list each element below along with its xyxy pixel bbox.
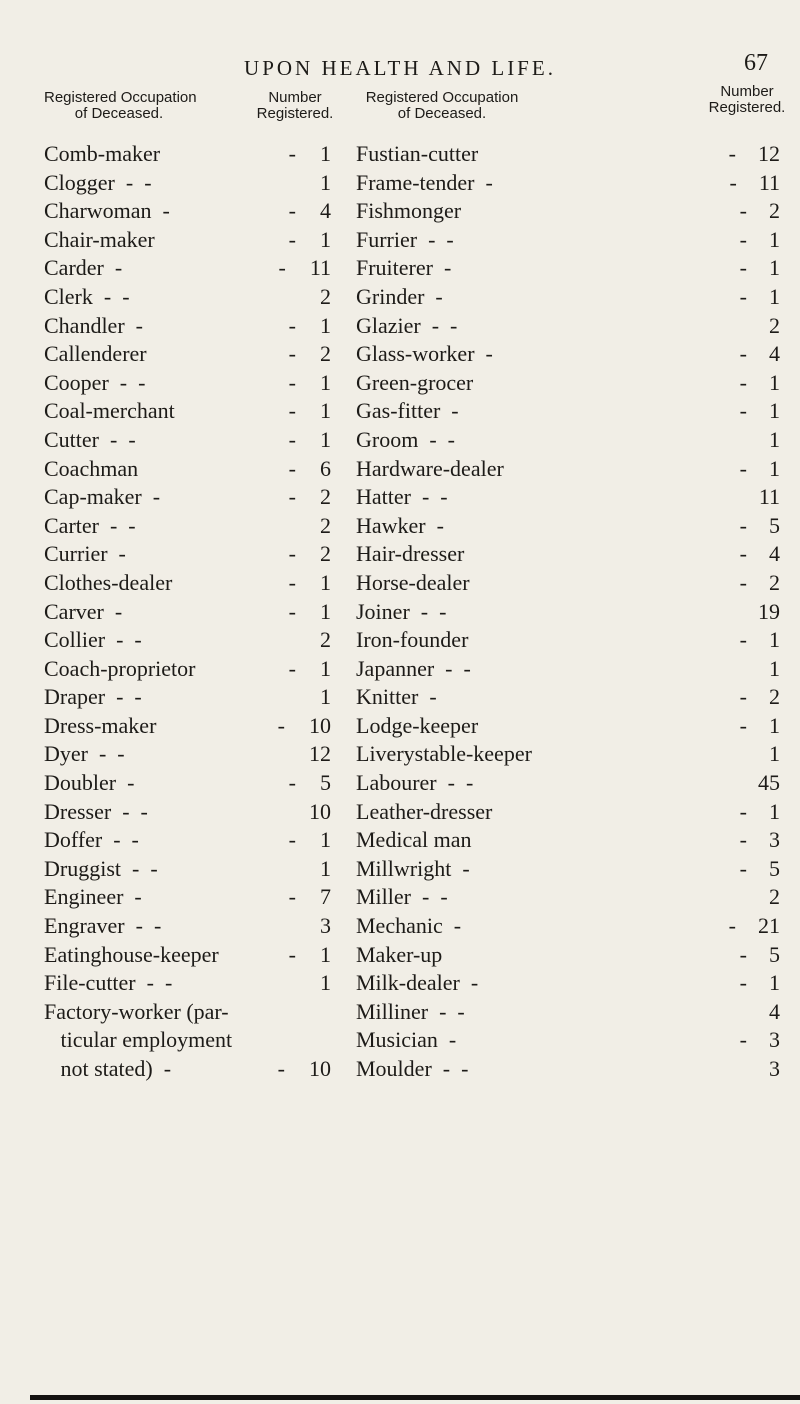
left-occupation: Carter - - bbox=[44, 512, 136, 538]
table-row bbox=[0, 169, 800, 198]
left-occupation: ticular employment bbox=[44, 1027, 233, 1053]
left-number bbox=[250, 140, 331, 168]
right-occupation: Liverystable-keeper bbox=[356, 741, 532, 767]
leader-dash: - bbox=[739, 455, 747, 481]
table-row bbox=[0, 483, 800, 512]
left-count: 3 bbox=[320, 913, 331, 939]
left-count: 1 bbox=[320, 598, 331, 624]
right-number bbox=[700, 941, 780, 969]
right-count: 4 bbox=[769, 541, 780, 567]
left-count: 2 bbox=[320, 484, 331, 510]
left-occupation: Coal-merchant bbox=[44, 398, 175, 424]
right-number bbox=[700, 483, 780, 511]
right-number bbox=[700, 740, 780, 768]
left-occupation: Collier - - bbox=[44, 627, 142, 653]
right-number bbox=[700, 969, 780, 997]
left-count: 1 bbox=[320, 312, 331, 338]
left-occupation: Callenderer bbox=[44, 341, 147, 367]
left-occupation: Engraver - - bbox=[44, 913, 162, 939]
right-count: 4 bbox=[769, 998, 780, 1024]
left-occupation: Coachman bbox=[44, 455, 139, 481]
left-occupation: Comb-maker bbox=[44, 141, 161, 166]
leader-dash: - bbox=[739, 855, 747, 881]
left-count: 1 bbox=[320, 141, 331, 166]
table-row bbox=[0, 969, 800, 998]
table-row bbox=[0, 397, 800, 426]
left-occupation: not stated) - bbox=[44, 1056, 172, 1081]
right-occupation: Musician - bbox=[356, 1027, 457, 1053]
right-number bbox=[700, 569, 780, 597]
right-number bbox=[700, 340, 780, 368]
left-number bbox=[250, 1026, 331, 1054]
left-occupation: Dress-maker bbox=[44, 712, 157, 738]
leader-dash: - bbox=[288, 226, 296, 252]
left-occupation: Doffer - - bbox=[44, 827, 139, 853]
header-left-occupation: Registered Occupation of Deceased. bbox=[44, 89, 197, 122]
table-row bbox=[0, 312, 800, 341]
right-count: 1 bbox=[769, 712, 780, 738]
left-number bbox=[250, 569, 331, 597]
leader-dash: - bbox=[739, 627, 747, 653]
leader-dash: - bbox=[288, 312, 296, 338]
right-occupation: Leather-dresser bbox=[356, 798, 493, 824]
leader-dash: - bbox=[288, 770, 296, 796]
left-occupation: Dresser - - bbox=[44, 798, 148, 824]
left-count: 1 bbox=[320, 941, 331, 967]
right-occupation: Japanner - - bbox=[356, 655, 471, 681]
right-number bbox=[700, 397, 780, 425]
right-occupation: Hair-dresser bbox=[356, 541, 465, 567]
left-count: 2 bbox=[320, 627, 331, 653]
leader-dash: - bbox=[739, 684, 747, 710]
bottom-rule bbox=[30, 1395, 800, 1400]
left-number bbox=[250, 254, 331, 282]
table-row bbox=[0, 998, 800, 1027]
left-number bbox=[250, 598, 331, 626]
table-row bbox=[0, 197, 800, 226]
left-count: 10 bbox=[309, 798, 331, 824]
right-count: 11 bbox=[758, 484, 780, 510]
left-count: 1 bbox=[320, 655, 331, 681]
right-number bbox=[700, 712, 780, 740]
right-count: 12 bbox=[758, 141, 780, 166]
left-occupation: Currier - bbox=[44, 541, 126, 567]
right-occupation: Fruiterer - bbox=[356, 255, 452, 281]
left-count: 2 bbox=[320, 512, 331, 538]
right-number bbox=[700, 998, 780, 1026]
right-count: 1 bbox=[769, 970, 780, 996]
right-occupation: Glass-worker - bbox=[356, 341, 493, 367]
left-number bbox=[250, 169, 331, 197]
left-count: 1 bbox=[320, 855, 331, 881]
leader-dash: - bbox=[288, 369, 296, 395]
leader-dash: - bbox=[739, 970, 747, 996]
left-number bbox=[250, 540, 331, 568]
right-number bbox=[700, 769, 780, 797]
right-number bbox=[700, 455, 780, 483]
right-count: 45 bbox=[758, 770, 780, 796]
right-count: 2 bbox=[769, 884, 780, 910]
left-occupation: Charwoman - bbox=[44, 198, 170, 224]
table-row bbox=[0, 369, 800, 398]
right-occupation: Miller - - bbox=[356, 884, 448, 910]
table-row bbox=[0, 540, 800, 569]
leader-dash: - bbox=[288, 141, 296, 166]
right-number bbox=[700, 883, 780, 911]
right-count: 5 bbox=[769, 855, 780, 881]
table-row bbox=[0, 1055, 800, 1084]
right-count: 1 bbox=[769, 398, 780, 424]
table-row bbox=[0, 226, 800, 255]
table-row bbox=[0, 769, 800, 798]
right-number bbox=[700, 598, 780, 626]
leader-dash: - bbox=[288, 884, 296, 910]
right-count: 1 bbox=[769, 226, 780, 252]
right-occupation: Maker-up bbox=[356, 941, 443, 967]
left-occupation: Clogger - - bbox=[44, 169, 152, 195]
leader-dash: - bbox=[278, 255, 286, 281]
right-occupation: Moulder - - bbox=[356, 1056, 469, 1081]
right-count: 3 bbox=[769, 1056, 780, 1081]
leader-dash: - bbox=[739, 512, 747, 538]
header-right-number: Number Registered. bbox=[708, 83, 786, 116]
right-count: 2 bbox=[769, 312, 780, 338]
left-count: 1 bbox=[320, 827, 331, 853]
left-occupation: Engineer - bbox=[44, 884, 142, 910]
right-count: 2 bbox=[769, 684, 780, 710]
left-occupation: Cutter - - bbox=[44, 426, 136, 452]
left-number bbox=[250, 912, 331, 940]
leader-dash: - bbox=[728, 913, 736, 939]
leader-dash: - bbox=[739, 341, 747, 367]
leader-dash: - bbox=[277, 1056, 285, 1081]
right-count: 1 bbox=[769, 741, 780, 767]
left-count: 6 bbox=[320, 455, 331, 481]
leader-dash: - bbox=[739, 1027, 747, 1053]
table-row bbox=[0, 569, 800, 598]
right-occupation: Fustian-cutter bbox=[356, 141, 479, 166]
table-row bbox=[0, 712, 800, 741]
right-count: 3 bbox=[769, 827, 780, 853]
right-number bbox=[700, 826, 780, 854]
right-count: 4 bbox=[769, 341, 780, 367]
right-occupation: Milk-dealer - bbox=[356, 970, 479, 996]
right-number bbox=[700, 540, 780, 568]
right-count: 1 bbox=[769, 255, 780, 281]
right-number bbox=[700, 912, 780, 940]
right-number bbox=[700, 254, 780, 282]
right-number bbox=[700, 312, 780, 340]
leader-dash: - bbox=[739, 398, 747, 424]
occupation-table bbox=[0, 140, 800, 1084]
right-number bbox=[700, 798, 780, 826]
table-row bbox=[0, 140, 800, 169]
leader-dash: - bbox=[739, 798, 747, 824]
right-number bbox=[700, 1026, 780, 1054]
right-occupation: Medical man bbox=[356, 827, 472, 853]
right-count: 1 bbox=[769, 455, 780, 481]
leader-dash: - bbox=[288, 541, 296, 567]
right-occupation: Knitter - bbox=[356, 684, 437, 710]
leader-dash: - bbox=[739, 283, 747, 309]
left-number bbox=[250, 426, 331, 454]
table-row bbox=[0, 455, 800, 484]
leader-dash: - bbox=[288, 484, 296, 510]
left-number bbox=[250, 683, 331, 711]
left-number bbox=[250, 512, 331, 540]
right-number bbox=[700, 226, 780, 254]
leader-dash: - bbox=[739, 226, 747, 252]
left-number bbox=[250, 769, 331, 797]
right-occupation: Green-grocer bbox=[356, 369, 474, 395]
left-number bbox=[250, 883, 331, 911]
header-left-number: Number Registered. bbox=[256, 89, 334, 122]
table-row bbox=[0, 798, 800, 827]
right-occupation: Hawker - bbox=[356, 512, 444, 538]
right-occupation: Gas-fitter - bbox=[356, 398, 459, 424]
left-number bbox=[250, 941, 331, 969]
leader-dash: - bbox=[739, 941, 747, 967]
right-count: 1 bbox=[769, 627, 780, 653]
table-row bbox=[0, 626, 800, 655]
leader-dash: - bbox=[288, 827, 296, 853]
right-count: 3 bbox=[769, 1027, 780, 1053]
left-number bbox=[250, 1055, 331, 1083]
right-occupation: Millwright - bbox=[356, 855, 470, 881]
right-number bbox=[700, 1055, 780, 1083]
left-count: 1 bbox=[320, 569, 331, 595]
table-row bbox=[0, 598, 800, 627]
left-count: 2 bbox=[320, 341, 331, 367]
leader-dash: - bbox=[739, 255, 747, 281]
right-occupation: Hardware-dealer bbox=[356, 455, 504, 481]
left-occupation: Carver - bbox=[44, 598, 123, 624]
right-count: 5 bbox=[769, 512, 780, 538]
leader-dash: - bbox=[739, 712, 747, 738]
right-number bbox=[700, 369, 780, 397]
left-number bbox=[250, 340, 331, 368]
left-number bbox=[250, 483, 331, 511]
table-row bbox=[0, 254, 800, 283]
left-occupation: Cooper - - bbox=[44, 369, 146, 395]
right-occupation: Grinder - bbox=[356, 283, 443, 309]
left-occupation: Chair-maker bbox=[44, 226, 155, 252]
right-occupation: Frame-tender - bbox=[356, 169, 493, 195]
right-number bbox=[700, 655, 780, 683]
leader-dash: - bbox=[288, 655, 296, 681]
leader-dash: - bbox=[277, 712, 285, 738]
left-count: 5 bbox=[320, 770, 331, 796]
left-count: 11 bbox=[309, 255, 331, 281]
leader-dash: - bbox=[288, 341, 296, 367]
left-number bbox=[250, 826, 331, 854]
right-count: 2 bbox=[769, 569, 780, 595]
right-count: 1 bbox=[769, 426, 780, 452]
left-number bbox=[250, 226, 331, 254]
right-number bbox=[700, 426, 780, 454]
right-occupation: Joiner - - bbox=[356, 598, 447, 624]
right-count: 1 bbox=[769, 655, 780, 681]
right-occupation: Milliner - - bbox=[356, 998, 465, 1024]
left-count: 1 bbox=[320, 970, 331, 996]
left-number bbox=[250, 855, 331, 883]
right-occupation: Glazier - - bbox=[356, 312, 458, 338]
left-occupation: Coach-proprietor bbox=[44, 655, 196, 681]
leader-dash: - bbox=[288, 941, 296, 967]
table-row bbox=[0, 912, 800, 941]
leader-dash: - bbox=[288, 198, 296, 224]
column-headers bbox=[0, 83, 800, 140]
leader-dash: - bbox=[288, 455, 296, 481]
right-number bbox=[700, 512, 780, 540]
right-number bbox=[700, 683, 780, 711]
right-occupation: Iron-founder bbox=[356, 627, 469, 653]
left-count: 1 bbox=[320, 684, 331, 710]
right-number bbox=[700, 626, 780, 654]
left-number bbox=[250, 740, 331, 768]
right-occupation: Lodge-keeper bbox=[356, 712, 479, 738]
left-number bbox=[250, 655, 331, 683]
left-occupation: Eatinghouse-keeper bbox=[44, 941, 219, 967]
left-number bbox=[250, 397, 331, 425]
left-count: 1 bbox=[320, 226, 331, 252]
leader-dash: - bbox=[288, 569, 296, 595]
right-count: 21 bbox=[758, 913, 780, 939]
right-number bbox=[700, 197, 780, 225]
left-occupation: File-cutter - - bbox=[44, 970, 173, 996]
table-row bbox=[0, 1026, 800, 1055]
left-occupation: Chandler - bbox=[44, 312, 143, 338]
right-occupation: Groom - - bbox=[356, 426, 455, 452]
left-number bbox=[250, 369, 331, 397]
right-occupation: Mechanic - bbox=[356, 913, 462, 939]
left-occupation: Carder - bbox=[44, 255, 123, 281]
table-row bbox=[0, 283, 800, 312]
left-count: 4 bbox=[320, 198, 331, 224]
left-number bbox=[250, 283, 331, 311]
left-number bbox=[250, 455, 331, 483]
leader-dash: - bbox=[739, 827, 747, 853]
leader-dash: - bbox=[288, 598, 296, 624]
right-number bbox=[700, 283, 780, 311]
left-occupation: Druggist - - bbox=[44, 855, 158, 881]
table-row bbox=[0, 655, 800, 684]
left-count: 2 bbox=[320, 541, 331, 567]
table-row bbox=[0, 941, 800, 970]
left-occupation: Doubler - bbox=[44, 770, 135, 796]
right-occupation: Fishmonger bbox=[356, 198, 462, 224]
right-occupation: Horse-dealer bbox=[356, 569, 470, 595]
right-count: 1 bbox=[769, 283, 780, 309]
leader-dash: - bbox=[739, 541, 747, 567]
table-row bbox=[0, 826, 800, 855]
left-count: 1 bbox=[320, 398, 331, 424]
right-number bbox=[700, 855, 780, 883]
right-number bbox=[700, 140, 780, 168]
right-count: 2 bbox=[769, 198, 780, 224]
header-right-occupation: Registered Occupation of Deceased. bbox=[365, 89, 519, 122]
leader-dash: - bbox=[739, 369, 747, 395]
left-occupation: Factory-worker (par- bbox=[44, 998, 229, 1024]
table-row bbox=[0, 740, 800, 769]
right-count: 1 bbox=[769, 798, 780, 824]
table-row bbox=[0, 340, 800, 369]
left-number bbox=[250, 312, 331, 340]
table-row bbox=[0, 855, 800, 884]
right-count: 19 bbox=[758, 598, 780, 624]
left-count: 12 bbox=[309, 741, 331, 767]
left-occupation: Dyer - - bbox=[44, 741, 125, 767]
left-occupation: Draper - - bbox=[44, 684, 142, 710]
leader-dash: - bbox=[288, 398, 296, 424]
leader-dash: - bbox=[739, 198, 747, 224]
left-count: 7 bbox=[320, 884, 331, 910]
left-number bbox=[250, 998, 331, 1026]
left-number bbox=[250, 626, 331, 654]
left-number bbox=[250, 798, 331, 826]
right-occupation: Furrier - - bbox=[356, 226, 454, 252]
left-count: 1 bbox=[320, 426, 331, 452]
left-number bbox=[250, 712, 331, 740]
left-count: 1 bbox=[320, 169, 331, 195]
leader-dash: - bbox=[729, 169, 737, 195]
left-count: 2 bbox=[320, 283, 331, 309]
right-count: 11 bbox=[758, 169, 780, 195]
table-row bbox=[0, 883, 800, 912]
left-count: 1 bbox=[320, 369, 331, 395]
left-occupation: Clothes-dealer bbox=[44, 569, 173, 595]
right-occupation: Hatter - - bbox=[356, 484, 448, 510]
leader-dash: - bbox=[728, 141, 736, 166]
left-number bbox=[250, 197, 331, 225]
table-row bbox=[0, 426, 800, 455]
table-row bbox=[0, 512, 800, 541]
leader-dash: - bbox=[739, 569, 747, 595]
left-count: 10 bbox=[309, 712, 331, 738]
leader-dash: - bbox=[288, 426, 296, 452]
right-count: 5 bbox=[769, 941, 780, 967]
left-occupation: Cap-maker - bbox=[44, 484, 161, 510]
left-number bbox=[250, 969, 331, 997]
left-occupation: Clerk - - bbox=[44, 283, 130, 309]
page-header bbox=[0, 0, 800, 90]
right-count: 1 bbox=[769, 369, 780, 395]
left-count: 10 bbox=[309, 1056, 331, 1081]
table-row bbox=[0, 683, 800, 712]
right-number bbox=[700, 169, 780, 197]
right-occupation: Labourer - - bbox=[356, 770, 474, 796]
running-head: UPON HEALTH AND LIFE. bbox=[244, 56, 556, 80]
page-number: 67 bbox=[744, 50, 768, 76]
